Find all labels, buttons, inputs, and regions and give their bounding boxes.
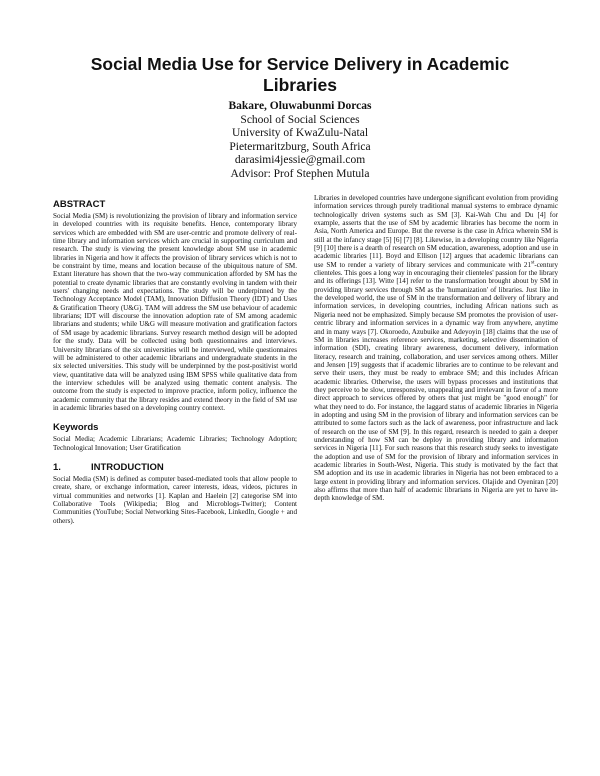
keywords-text: Social Media; Academic Librarians; Academic Libraries; Technology Adoption; Technological Innovation; User Gratification (53, 435, 297, 452)
author-block (120, 100, 480, 182)
paper-title: Social Media Use for Service Delivery in Academic Libraries (90, 54, 510, 95)
ordinal-superscript: st (531, 260, 535, 266)
section-number: 1. (53, 461, 61, 473)
author-school: School of Social Sciences (240, 113, 360, 126)
author-university: University of KwaZulu-Natal (231, 127, 369, 140)
right-text-part-2: -century clienteles. This goes a long way in encouraging their clienteles' passion for the library and its offerings [13]. Witte [14] refer to the transformation brought about by SM in providing library services through SM as the 'humanization' of libraries. Just like in the developed world, the use of SM in the transformation and delivery of library and information services, in developing countries, including African nations such as Nigeria need not be emphasized. Simply because SM promotes the provision of user-centric library and information services in a dynamic way from anywhere, anytime and in many ways [7]. Okoroedo, Azubuike and Adeyoyin [18] claims that the use of SM in libraries increases reference services, marketing, selective dissemination of information (SDI), creating library awareness, document delivery, information literacy, research and training, collaboration, and user services among others. Miller and Jensen [19] suggests that if academic libraries are to continue to be relevant and serve their users, they must be ready to embrace SM; and this includes African academic libraries. Otherwise, the users will bypass processes and institutions that they perceive to be slow, unresponsive, unappealing and irrelevant in favor of a more direct approach to services offered by others that just might be "good enough" for what they need to do. For instance, the laggard status of academic libraries in Nigeria in adopting and using SM in the provision of library and information services can be attributed to some factors such as the lack of awareness, poor infrastructure and lack of research on the use of SM [9]. In this regard, research is needed to gain a deeper understanding of how SM can be deploy in providing library and information services in Nigeria [11]. For such reasons that this research study seeks to investigate the adoption and use of SM for the provision of library and information services in academic libraries in South-West, Nigeria. This study is motivated by the fact that SM adoption and its use in academic libraries in Nigeria has not been embraced to a large extent in providing library and information services. Olajide and Oyeniran [20] also affirms that more than half of academic librarians in Nigeria are yet to have in-depth knowledge of SM. (314, 260, 558, 503)
right-column (314, 194, 558, 503)
author-advisor: Advisor: Prof Stephen Mutula (230, 167, 370, 180)
introduction-text: Social Media (SM) is defined as computer based-mediated tools that allow people to create, share, or exchange information, career interests, ideas, videos, pictures in virtual communities and networks [1]. Kaplan and Haelein [2] categorise SM into Collaborative Tools (Wikipedia; Blog and Microblogs-Twitter); Content Communities (YouTube; Social Networking Sites-Facebook, LinkedIn, Google + and others). (53, 474, 297, 525)
keywords-heading: Keywords (53, 422, 99, 434)
right-column-text (314, 194, 558, 503)
abstract-text: Social Media (SM) is revolutionizing the provision of library and information service in developed countries with its requisite benefits. Hence, contemporary library services which are embedded with SM are user-centric and promote delivery of real-time library and information services which are crucial in supporting curriculum and research. The study is viewing the present knowledge about SM use in academic libraries in Nigeria and how it affects the provision of library services which is not to be constraint by time, means and location because of the ubiquitous nature of SM. Extant literature has shown that the two-way communication afforded by SM has the potential to create dynamic libraries that are constantly evolving in tandem with their users' changing needs and expectations. The study will be underpinned by the Technology Acceptance Model (TAM), Innovation Diffusion Theory (IDT) and Uses & Gratification Theory (U&G). TAM will address the SM use behaviour of academic librarians; IDT will discourse the innovation adoption rate of SM among academic librarians and students; while U&G will measure motivation and gratification factors of SM usage by academic librarians. Survey research method design will be adopted for the study. Data will be collected using both questionnaires and interviews. University librarians of the six universities will be interviewed, while questionnaires will be administered to other academic librarians and undergraduate students in the six selected universities. This study will be underpinned by the post-positivist world view, quantitative data will be analyzed using IBM SPSS while qualitative data from the interview schedules will be analyzed using thematic content analysis. The outcome from the study is expected to improve practice, inform policy, influence the academic community that the library resides and extend theory in the field of SM use in academic libraries based on a developing country context. (53, 212, 297, 412)
right-text-part-1: Libraries in developed countries have undergone significant evolution from providing information services through purely traditional manual systems to embrace dynamic technologically driven systems such as SM [3]. Kai-Wah Chu and Du [4] for example, asserts that the use of SM by academic libraries has become the norm in Asia, North America and Europe. But the reverse is the case in Africa wherein SM is still at the infancy stage [5] [6] [7] [8]. Likewise, in a developing country like Nigeria [9] [10] there is a dearth of research on SM education, awareness, adoption and use in academic libraries [11]. Boyd and Ellison [12] argues that academic librarians can use SM to render a variety of library services and communicate with 21 (314, 194, 558, 269)
left-column (53, 199, 297, 525)
introduction-heading (53, 462, 297, 474)
author-email: darasimi4jessie@gmail.com (234, 154, 366, 167)
author-location: Pietermaritzburg, South Africa (229, 140, 371, 153)
section-title: INTRODUCTION (90, 461, 164, 473)
author-name: Bakare, Oluwabunmi Dorcas (228, 100, 372, 112)
abstract-heading: ABSTRACT (53, 199, 106, 210)
